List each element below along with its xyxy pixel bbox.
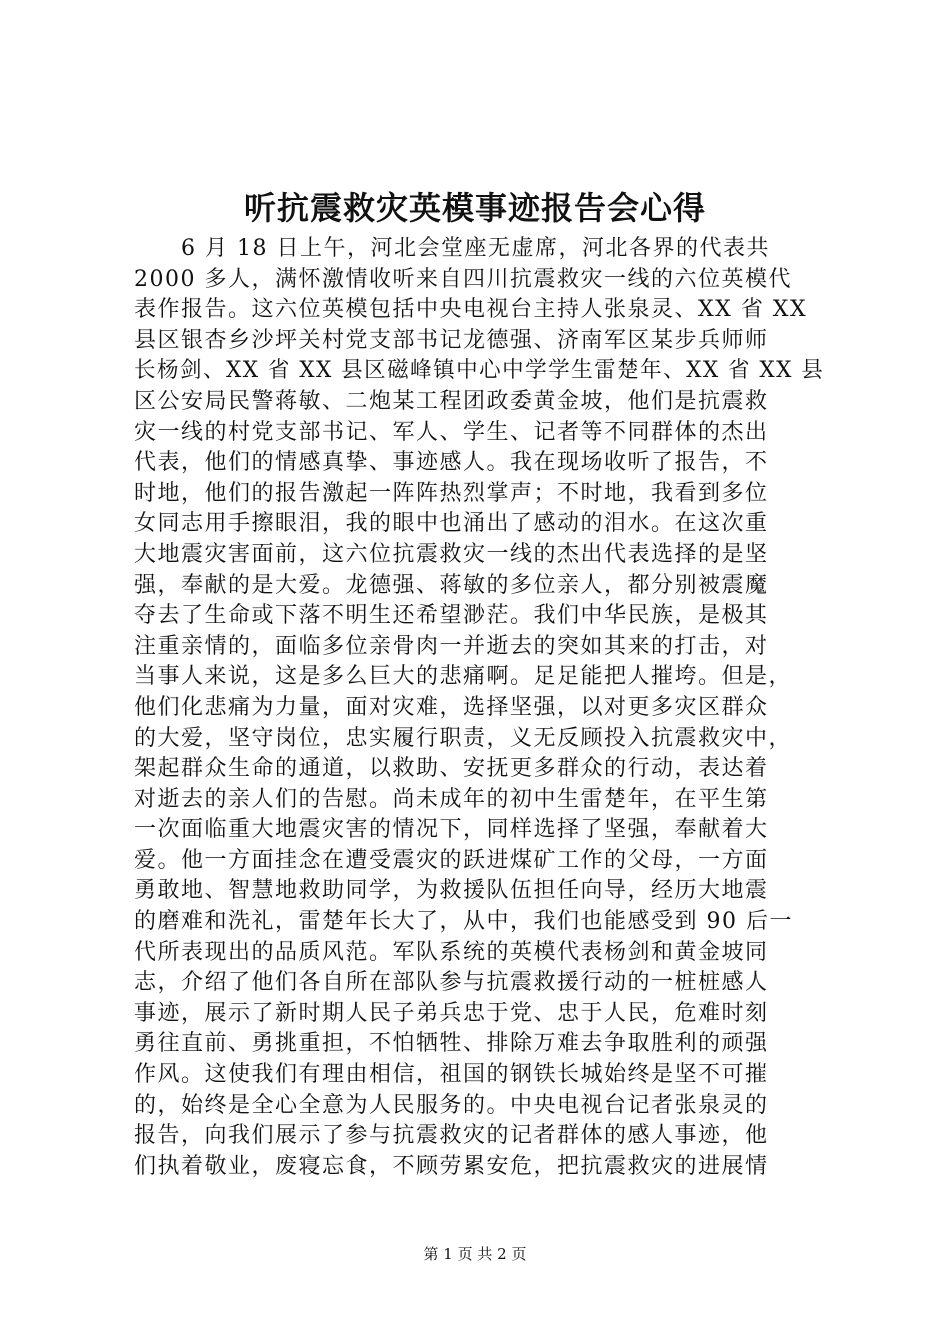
body-line: 对逝去的亲人们的告慰。尚未成年的初中生雷楚年，在平生第	[134, 786, 769, 812]
body-line: 勇敢地、智慧地救助同学，为救援队伍担任向导，经历大地震	[134, 878, 769, 904]
body-line: 2000 多人，满怀激情收听来自四川抗震救灾一线的六位英模代	[134, 266, 792, 292]
body-line: 爱。他一方面挂念在遭受震灾的跃进煤矿工作的父母，一方面	[134, 847, 769, 873]
body-line: 代表，他们的情感真挚、事迹感人。我在现场收听了报告，不	[134, 450, 769, 476]
body-line: 夺去了生命或下落不明生还希望渺茫。我们中华民族，是极其	[134, 603, 769, 629]
body-line: 女同志用手擦眼泪，我的眼中也涌出了感动的泪水。在这次重	[134, 511, 769, 537]
page-footer: 第 1 页 共 2 页	[423, 1245, 527, 1263]
body-line: 他们化悲痛为力量，面对灾难，选择坚强，以对更多灾区群众	[134, 694, 769, 720]
body-line: 强，奉献的是大爱。龙德强、蒋敏的多位亲人，都分别被震魔	[134, 572, 769, 598]
body-line: 勇往直前、勇挑重担，不怕牺牲、排除万难去争取胜利的顽强	[134, 1031, 769, 1057]
body-line: 的大爱，坚守岗位，忠实履行职责，义无反顾投入抗震救灾中，	[134, 725, 793, 751]
body-line: 长杨剑、XX 省 XX 县区磁峰镇中心中学学生雷楚年、XX 省 XX 县	[134, 358, 825, 384]
body-line: 当事人来说，这是多么巨大的悲痛啊。足足能把人摧垮。但是，	[134, 664, 793, 690]
body-line: 县区银杏乡沙坪关村党支部书记龙德强、济南军区某步兵师师	[134, 327, 769, 353]
document-title: 听抗震救灾英模事迹报告会心得	[243, 189, 706, 227]
body-line: 注重亲情的，面临多位亲骨肉一并逝去的突如其来的打击，对	[134, 633, 769, 659]
body-line: 时地，他们的报告激起一阵阵热烈掌声；不时地，我看到多位	[134, 480, 769, 506]
body-line: 大地震灾害面前，这六位抗震救灾一线的杰出代表选择的是坚	[134, 541, 769, 567]
body-line: 报告，向我们展示了参与抗震救灾的记者群体的感人事迹，他	[134, 1123, 769, 1149]
body-line: 事迹，展示了新时期人民子弟兵忠于党、忠于人民，危难时刻	[134, 1000, 769, 1026]
body-line: 架起群众生命的通道，以救助、安抚更多群众的行动，表达着	[134, 756, 769, 782]
body-line: 志，介绍了他们各自所在部队参与抗震救援行动的一桩桩感人	[134, 970, 769, 996]
body-line: 表作报告。这六位英模包括中央电视台主持人张泉灵、XX 省 XX	[134, 297, 808, 323]
body-line: 区公安局民警蒋敏、二炮某工程团政委黄金坡，他们是抗震救	[134, 388, 769, 414]
body-line: 的磨难和洗礼，雷楚年长大了，从中，我们也能感受到 90 后一	[134, 909, 793, 935]
document-body	[134, 234, 824, 1182]
body-line: 作风。这使我们有理由相信，祖国的钢铁长城始终是坚不可摧	[134, 1062, 769, 1088]
body-line: 灾一线的村党支部书记、军人、学生、记者等不同群体的杰出	[134, 419, 769, 445]
body-line: 代所表现出的品质风范。军队系统的英模代表杨剑和黄金坡同	[134, 939, 769, 965]
body-line: 一次面临重大地震灾害的情况下，同样选择了坚强，奉献着大	[134, 817, 769, 843]
body-line: 们执着敬业，废寝忘食，不顾劳累安危，把抗震救灾的进展情	[134, 1153, 769, 1179]
body-line: 6 月 18 日上午，河北会堂座无虚席，河北各界的代表共	[134, 236, 770, 261]
body-line: 的，始终是全心全意为人民服务的。中央电视台记者张泉灵的	[134, 1092, 769, 1118]
